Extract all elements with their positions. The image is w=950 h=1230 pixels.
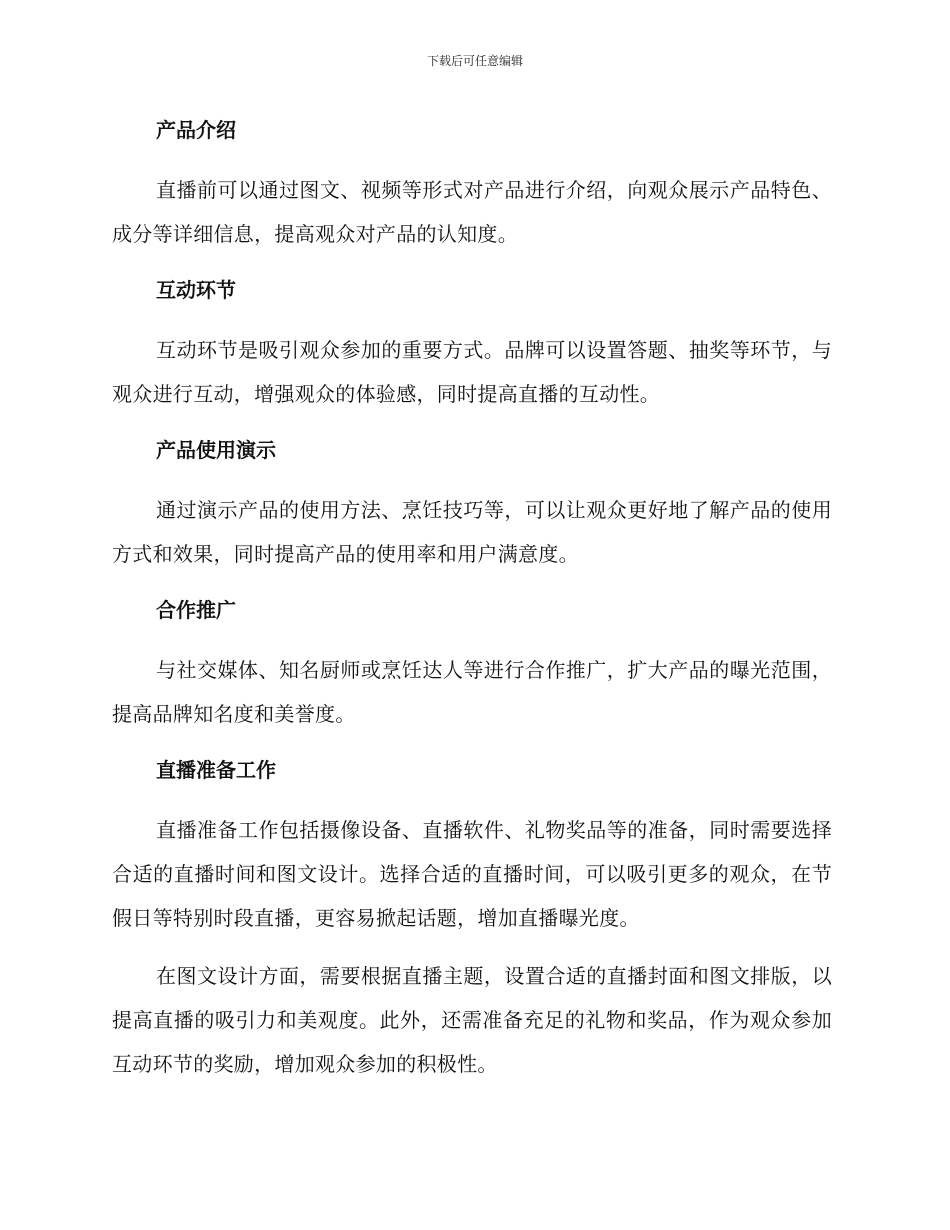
document-body xyxy=(112,110,832,1100)
section-paragraph: 直播准备工作包括摄像设备、直播软件、礼物奖品等的准备，同时需要选择合适的直播时间和图文设计。选择合适的直播时间，可以吸引更多的观众，在节假日等特别时段直播，更容易掀起话题，增加直播曝光度。 xyxy=(112,818,832,930)
section-paragraph: 与社交媒体、知名厨师或烹饪达人等进行合作推广，扩大产品的曝光范围，提高品牌知名度和美誉度。 xyxy=(112,658,832,726)
section-product-intro xyxy=(112,110,832,256)
section-heading: 直播准备工作 xyxy=(156,758,276,782)
section-heading: 产品介绍 xyxy=(156,118,236,142)
section-product-demo xyxy=(112,430,832,576)
section-paragraph: 通过演示产品的使用方法、烹饪技巧等，可以让观众更好地了解产品的使用方式和效果，同时提高产品的使用率和用户满意度。 xyxy=(112,498,832,566)
section-heading: 合作推广 xyxy=(156,598,236,622)
section-heading: 产品使用演示 xyxy=(156,438,276,462)
section-heading: 互动环节 xyxy=(156,278,236,302)
section-paragraph: 在图文设计方面，需要根据直播主题，设置合适的直播封面和图文排版，以提高直播的吸引力和美观度。此外，还需准备充足的礼物和奖品，作为观众参加互动环节的奖励，增加观众参加的积极性。 xyxy=(112,964,832,1076)
section-cooperation xyxy=(112,590,832,736)
header-note: 下载后可任意编辑 xyxy=(426,54,523,68)
section-preparation xyxy=(112,750,832,1086)
section-paragraph: 直播前可以通过图文、视频等形式对产品进行介绍，向观众展示产品特色、成分等详细信息，提高观众对产品的认知度。 xyxy=(112,178,832,246)
section-paragraph: 互动环节是吸引观众参加的重要方式。品牌可以设置答题、抽奖等环节，与观众进行互动，增强观众的体验感，同时提高直播的互动性。 xyxy=(112,338,832,406)
section-interaction xyxy=(112,270,832,416)
